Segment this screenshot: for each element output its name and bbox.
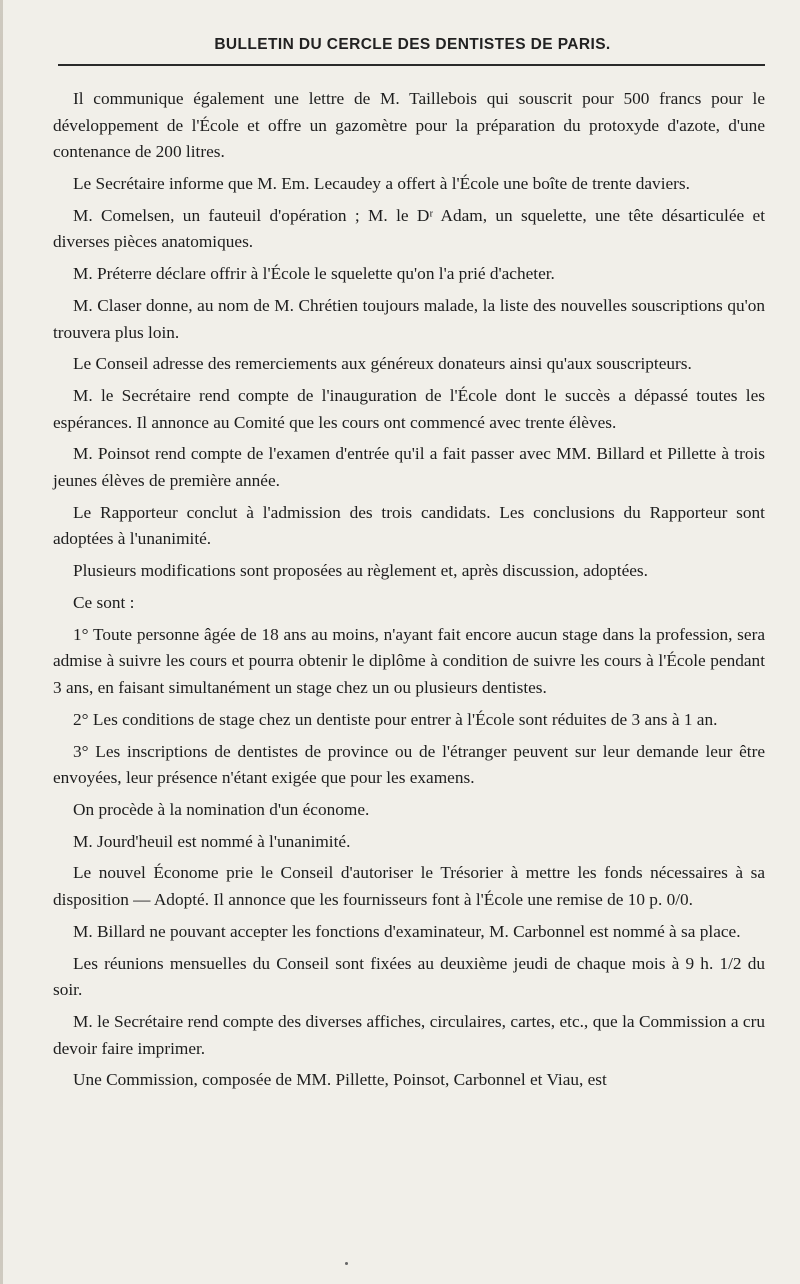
paragraph-rule-2: 2° Les conditions de stage chez un dentiste pour entrer à l'École sont réduites de 3 ans à 1 an. <box>73 709 718 729</box>
paragraph-modifications: Plusieurs modifications sont proposées au règlement et, après discussion, adoptées. <box>73 561 648 581</box>
paragraph-ce-sont: Ce sont : <box>73 592 135 612</box>
paragraph-inauguration: M. le Secrétaire rend compte de l'inauguration de l'École dont le succès a dépassé toutes les espérances. Il annonce au Comité que les cours ont commencé avec trente élèves. <box>53 386 765 432</box>
body-text <box>53 86 765 1099</box>
paragraph-billard: M. Billard ne pouvant accepter les fonctions d'examinateur, M. Carbonnel est nommé à sa place. <box>73 921 741 941</box>
page-mark <box>345 1262 348 1265</box>
paragraph-econome: On procède à la nomination d'un économe. <box>73 799 370 819</box>
paragraph-jourdheuil: M. Jourd'heuil est nommé à l'unanimité. <box>73 831 351 851</box>
paragraph-preterre: M. Préterre déclare offrir à l'École le squelette qu'on l'a prié d'acheter. <box>73 264 555 284</box>
paragraph-remerciements: Le Conseil adresse des remerciements aux généreux donateurs ainsi qu'aux souscripteurs. <box>73 354 692 374</box>
running-header: BULLETIN DU CERCLE DES DENTISTES DE PARIS. <box>214 36 611 53</box>
paragraph-lecaudey: Le Secrétaire informe que M. Em. Lecaudey a offert à l'École une boîte de trente daviers. <box>73 173 690 193</box>
paragraph-rapporteur: Le Rapporteur conclut à l'admission des trois candidats. Les conclusions du Rapporteur sont adoptées à l'unanimité. <box>53 502 765 549</box>
paragraph-taillebois: Il communique également une lettre de M. Taillebois qui souscrit pour 500 francs pour le développement de l'École et offre un gazomètre pour la préparation du protoxyde d'azote, d'une contenance de 200 litres. <box>53 89 765 162</box>
paragraph-reunions: Les réunions mensuelles du Conseil sont fixées au deuxième jeudi de chaque mois à 9 h. 1/2 du soir. <box>53 953 765 1000</box>
paragraph-rule-1: 1° Toute personne âgée de 18 ans au moins, n'ayant fait encore aucun stage dans la profession, sera admise à suivre les cours et pourra obtenir le diplôme à condition de suivre les cours à l'École pendant 3 ans, en faisant simultanément un stage chez un ou plusieurs dentistes. <box>53 624 765 697</box>
paragraph-poinsot: M. Poinsot rend compte de l'examen d'entrée qu'il a fait passer avec MM. Billard et Pillette à trois jeunes élèves de première année. <box>53 444 765 491</box>
paragraph-claser: M. Claser donne, au nom de M. Chrétien toujours malade, la liste des nouvelles souscriptions qu'on trouvera plus loin. <box>53 295 765 342</box>
page-binding-edge <box>0 0 3 1284</box>
paragraph-affiches: M. le Secrétaire rend compte des diverses affiches, circulaires, cartes, etc., que la Commission a cru devoir faire imprimer. <box>53 1011 765 1058</box>
paragraph-comelsen: M. Comelsen, un fauteuil d'opération ; M. le Dʳ Adam, un squelette, une tête désarticulée et diverses pièces anatomiques. <box>53 205 765 252</box>
header-rule <box>58 64 765 66</box>
paragraph-rule-3: 3° Les inscriptions de dentistes de province ou de l'étranger peuvent sur leur demande leur être envoyées, leur présence n'étant exigée que pour les examens. <box>53 741 765 788</box>
paragraph-nouvel-econome: Le nouvel Économe prie le Conseil d'autoriser le Trésorier à mettre les fonds nécessaires à sa disposition — Adopté. Il annonce que les fournisseurs font à l'École une remise de 10 p. 0/0. <box>53 863 765 910</box>
paragraph-commission: Une Commission, composée de MM. Pillette, Poinsot, Carbonnel et Viau, est <box>73 1070 607 1090</box>
